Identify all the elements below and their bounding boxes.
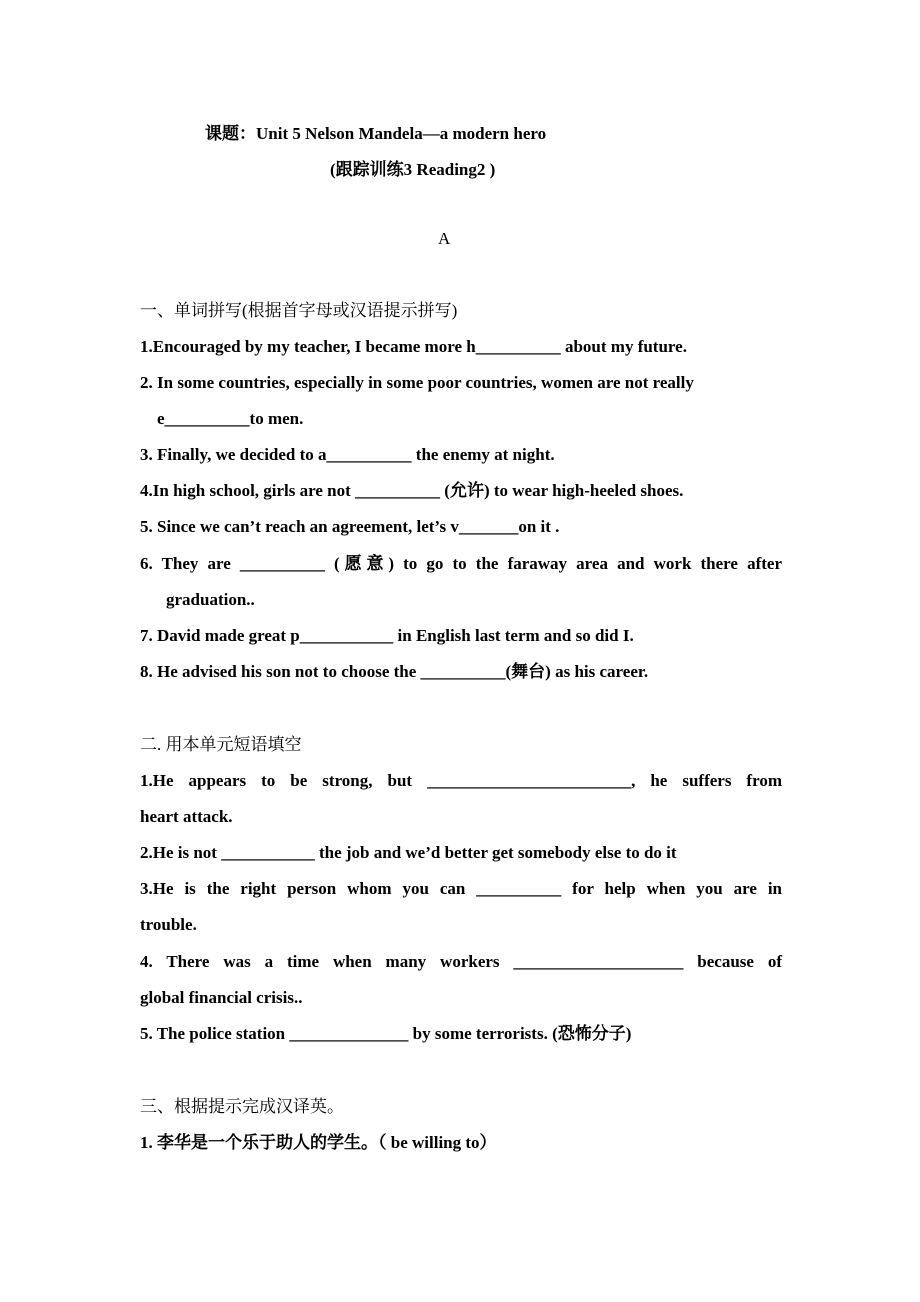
part1-question-3: 3. Finally, we decided to a__________ the enemy at night.	[140, 445, 555, 464]
part2-question-1: 1.He appears to be strong, but ________________________, he suffers from	[140, 771, 782, 790]
part2-question-5: 5. The police station ______________ by some terrorists. (恐怖分子)	[140, 1024, 632, 1043]
part1-heading: 一、单词拼写(根据首字母或汉语提示拼写)	[140, 301, 458, 320]
part1-question-4: 4.In high school, girls are not __________ (允许) to wear high-heeled shoes.	[140, 481, 684, 500]
part2-question-4-cont: global financial crisis..	[140, 988, 303, 1007]
part2-question-4: 4. There was a time when many workers ____________________ because of	[140, 952, 782, 971]
lesson-subtitle: (跟踪训练3 Reading2 )	[330, 160, 496, 179]
part1-question-6-cont: graduation..	[166, 590, 255, 609]
part1-question-1: 1.Encouraged by my teacher, I became more h__________ about my future.	[140, 337, 687, 356]
section-letter: A	[438, 229, 451, 248]
part1-question-2-cont: e__________to men.	[157, 409, 304, 428]
lesson-title: 课题：Unit 5 Nelson Mandela—a modern hero	[205, 124, 547, 143]
part1-question-5: 5. Since we can’t reach an agreement, let’s v_______on it .	[140, 517, 560, 536]
part1-question-6: 6. They are __________ (愿意) to go to the faraway area and work there after	[140, 554, 782, 573]
part2-question-3-cont: trouble.	[140, 915, 197, 934]
part2-question-1-cont: heart attack.	[140, 807, 233, 826]
part1-question-8: 8. He advised his son not to choose the __________(舞台) as his career.	[140, 662, 649, 681]
part2-question-2: 2.He is not ___________ the job and we’d better get somebody else to do it	[140, 843, 677, 862]
part2-heading: 二. 用本单元短语填空	[140, 735, 302, 754]
part1-question-2: 2. In some countries, especially in some poor countries, women are not really	[140, 373, 694, 392]
part3-heading: 三、根据提示完成汉译英。	[140, 1097, 344, 1116]
part2-question-3: 3.He is the right person whom you can __________ for help when you are in	[140, 879, 782, 898]
part3-question-1: 1. 李华是一个乐于助人的学生。（ be willing to）	[140, 1133, 497, 1152]
part1-question-7: 7. David made great p___________ in English last term and so did I.	[140, 626, 634, 645]
